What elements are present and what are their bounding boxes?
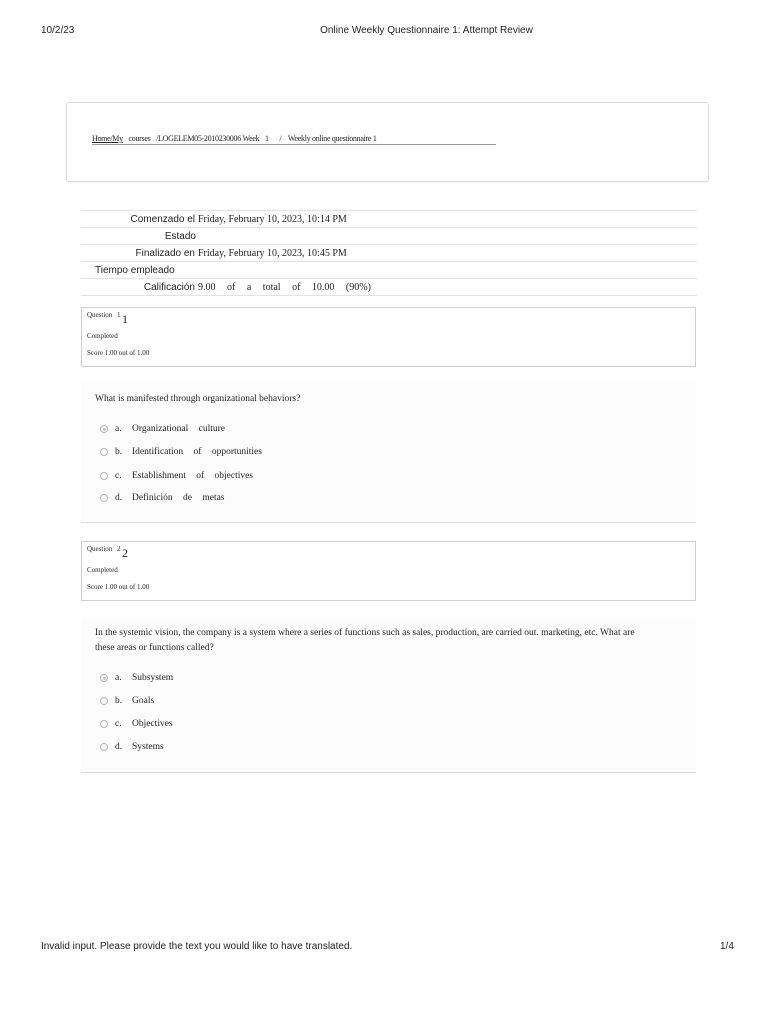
navigation-card — [66, 102, 709, 182]
option-text: Identification of opportunities — [132, 447, 262, 457]
option-letter: a. — [115, 424, 122, 434]
summary-label-time-taken: Tiempo empleado — [95, 264, 175, 276]
summary-value-started: Friday, February 10, 2023, 10:14 PM — [198, 213, 347, 225]
summary-label-grade: Calificación — [143, 281, 195, 293]
grade-word-of: of — [227, 281, 236, 293]
radio-icon[interactable] — [100, 697, 108, 705]
radio-icon[interactable] — [100, 720, 108, 728]
print-footer-note: Invalid input. Please provide the text you would like to have translated. — [41, 941, 353, 952]
option-letter: c. — [115, 471, 122, 481]
question-2-option-d[interactable] — [100, 740, 164, 754]
option-letter: c. — [115, 719, 122, 729]
radio-icon[interactable] — [100, 472, 108, 480]
summary-value-grade — [196, 279, 697, 296]
summary-value-completed: Friday, February 10, 2023, 10:45 PM — [198, 247, 347, 259]
option-text: Subsystem — [132, 673, 174, 683]
question-1-number: 1 — [122, 312, 128, 326]
question-2-label: Question — [87, 545, 113, 553]
summary-label-completed: Finalizado en — [135, 247, 195, 259]
radio-icon[interactable] — [100, 448, 108, 456]
question-2-option-c[interactable] — [100, 717, 173, 731]
question-1-option-d[interactable] — [100, 491, 225, 505]
summary-value-time-taken — [196, 262, 697, 279]
question-2-text: In the systemic vision, the company is a system where a series of functions such as sales, production, are carried out. marketing, etc. What are these areas or functions called? — [95, 628, 635, 653]
breadcrumb-separator: / — [279, 134, 282, 143]
radio-icon[interactable] — [100, 743, 108, 751]
breadcrumb-home[interactable]: Home — [92, 134, 111, 143]
option-letter: d. — [115, 493, 123, 503]
question-1-option-a[interactable] — [100, 422, 225, 436]
grade-percent: (90%) — [345, 281, 371, 293]
radio-icon[interactable] — [100, 494, 108, 502]
summary-row-state — [81, 228, 697, 245]
question-1-text: What is manifested through organizational behaviors? — [95, 394, 301, 404]
question-2-info — [81, 541, 696, 601]
option-letter: b. — [115, 696, 123, 706]
option-text: Definición de metas — [132, 493, 225, 503]
grade-word-of-2: of — [292, 281, 301, 293]
grade-word-total: total — [262, 281, 281, 293]
question-1-label: Question — [87, 311, 113, 319]
question-1-option-c[interactable] — [100, 469, 253, 483]
question-1-label-number: 1 — [117, 311, 121, 319]
option-letter: b. — [115, 447, 123, 457]
summary-row-time-taken — [81, 262, 697, 279]
question-1-state: Completed — [87, 332, 118, 340]
question-1-content — [81, 383, 696, 523]
question-1-info — [81, 307, 696, 367]
breadcrumb — [92, 134, 496, 145]
summary-row-grade — [81, 279, 697, 296]
question-2-content — [81, 618, 696, 773]
option-letter: a. — [115, 673, 122, 683]
question-2-state: Completed — [87, 566, 118, 574]
breadcrumb-quiz[interactable]: Weekly online questionnaire 1 — [287, 134, 377, 143]
question-2-grade: Score 1.00 out of 1.00 — [87, 583, 150, 591]
option-letter: d. — [115, 742, 123, 752]
print-page-number: 1/4 — [720, 941, 734, 952]
radio-checked-icon[interactable] — [100, 425, 108, 433]
summary-label-state: Estado — [164, 230, 196, 242]
radio-checked-icon[interactable] — [100, 674, 108, 682]
option-text: Establishment of objectives — [132, 471, 254, 481]
question-1-option-b[interactable] — [100, 445, 262, 459]
summary-row-started — [81, 211, 697, 228]
grade-max: 10.00 — [311, 281, 335, 293]
question-2-label-number: 2 — [117, 545, 121, 553]
grade-score: 9.00 — [198, 281, 216, 293]
summary-label-started: Comenzado el — [130, 213, 195, 225]
summary-row-completed — [81, 245, 697, 262]
question-2-option-b[interactable] — [100, 694, 154, 708]
question-1-grade: Score 1.00 out of 1.00 — [87, 349, 150, 357]
option-text: Organizational culture — [132, 424, 226, 434]
option-text: Goals — [132, 696, 155, 706]
breadcrumb-my[interactable]: /My — [110, 134, 123, 143]
breadcrumb-course[interactable]: /LOGELEM05-2010230006 Week — [156, 134, 260, 143]
breadcrumb-week-number: 1 — [264, 134, 269, 143]
print-date: 10/2/23 — [41, 25, 75, 36]
question-2-option-a[interactable] — [100, 671, 173, 685]
option-text: Systems — [132, 742, 164, 752]
option-text: Objectives — [132, 719, 173, 729]
question-2-number: 2 — [122, 546, 128, 560]
summary-value-state — [196, 228, 697, 245]
breadcrumb-courses[interactable]: courses — [128, 134, 151, 143]
print-title: Online Weekly Questionnaire 1: Attempt Review — [320, 25, 533, 36]
grade-word-a: a — [246, 281, 252, 293]
attempt-summary-table — [81, 210, 697, 296]
